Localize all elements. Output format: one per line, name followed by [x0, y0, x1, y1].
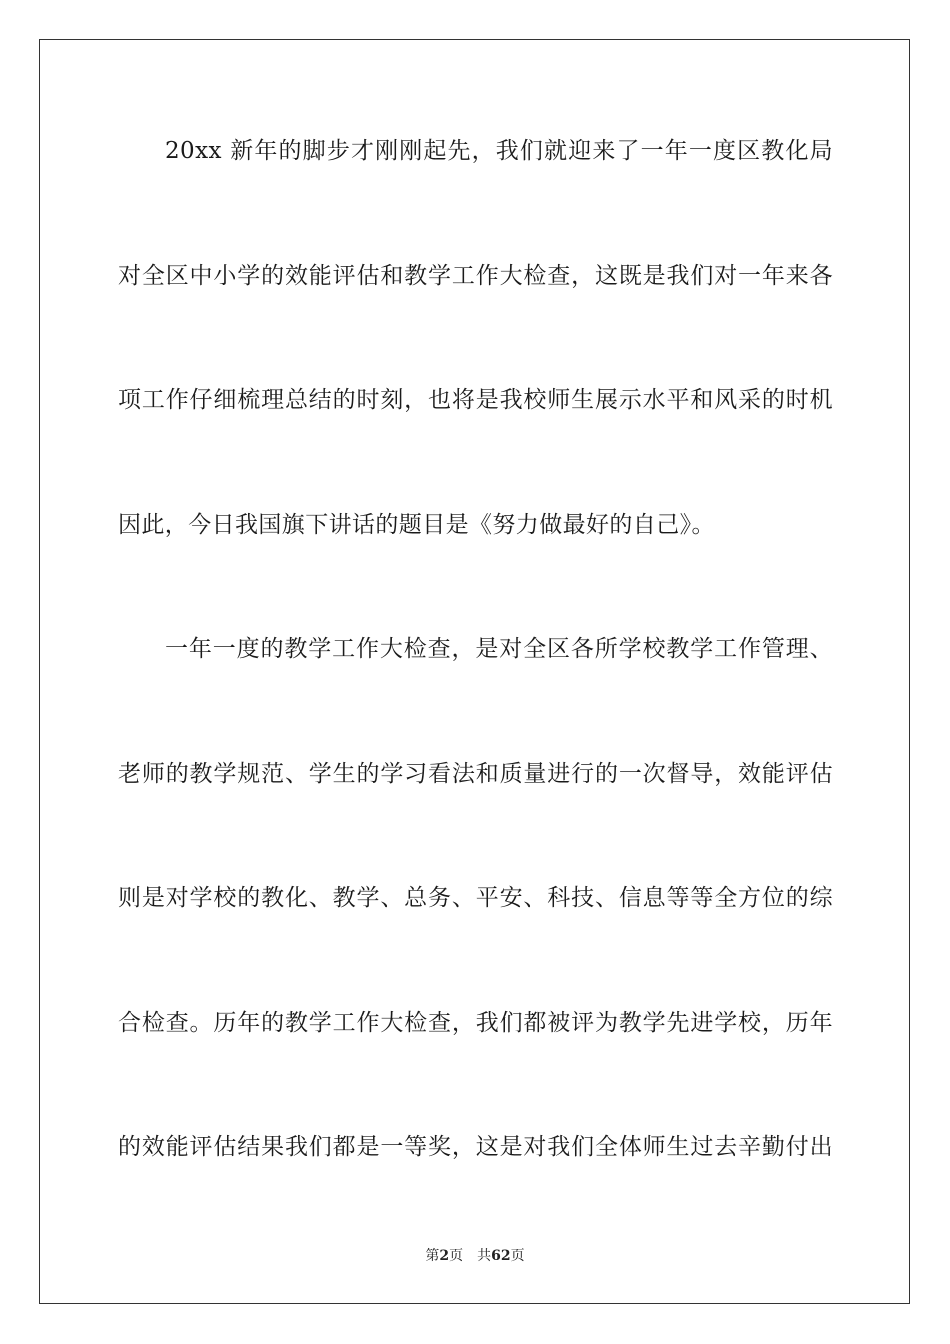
paragraph-1-line-2: 对全区中小学的效能评估和教学工作大检查，这既是我们对一年来各: [118, 263, 833, 289]
paragraph-2-line-5: 的效能评估结果我们都是一等奖，这是对我们全体师生过去辛勤付出: [118, 1134, 833, 1160]
paragraph-1-line-3: 项工作仔细梳理总结的时刻，也将是我校师生展示水平和风采的时机: [118, 387, 833, 413]
current-page-number: 2: [439, 1248, 450, 1264]
page-number-footer: [0, 1247, 950, 1265]
page-prefix: 第: [425, 1248, 440, 1264]
page-suffix: 页: [510, 1248, 525, 1264]
page-border: [39, 39, 910, 1304]
paragraph-2-line-4: 合检查。历年的教学工作大检查，我们都被评为教学先进学校，历年: [118, 1010, 833, 1036]
paragraph-1-line-4: 因此，今日我国旗下讲话的题目是《努力做最好的自己》。: [118, 512, 715, 538]
page-mid-text: 页 共: [449, 1248, 492, 1264]
paragraph-2-line-3: 则是对学校的教化、教学、总务、平安、科技、信息等等全方位的综: [118, 885, 833, 911]
paragraph-2-line-2: 老师的教学规范、学生的学习看法和质量进行的一次督导，效能评估: [118, 761, 833, 787]
paragraph-2-line-1: 一年一度的教学工作大检查，是对全区各所学校教学工作管理、: [165, 636, 833, 662]
paragraph-1-line-1: 20xx 新年的脚步才刚刚起先，我们就迎来了一年一度区教化局: [165, 138, 833, 164]
total-page-number: 62: [491, 1248, 511, 1264]
